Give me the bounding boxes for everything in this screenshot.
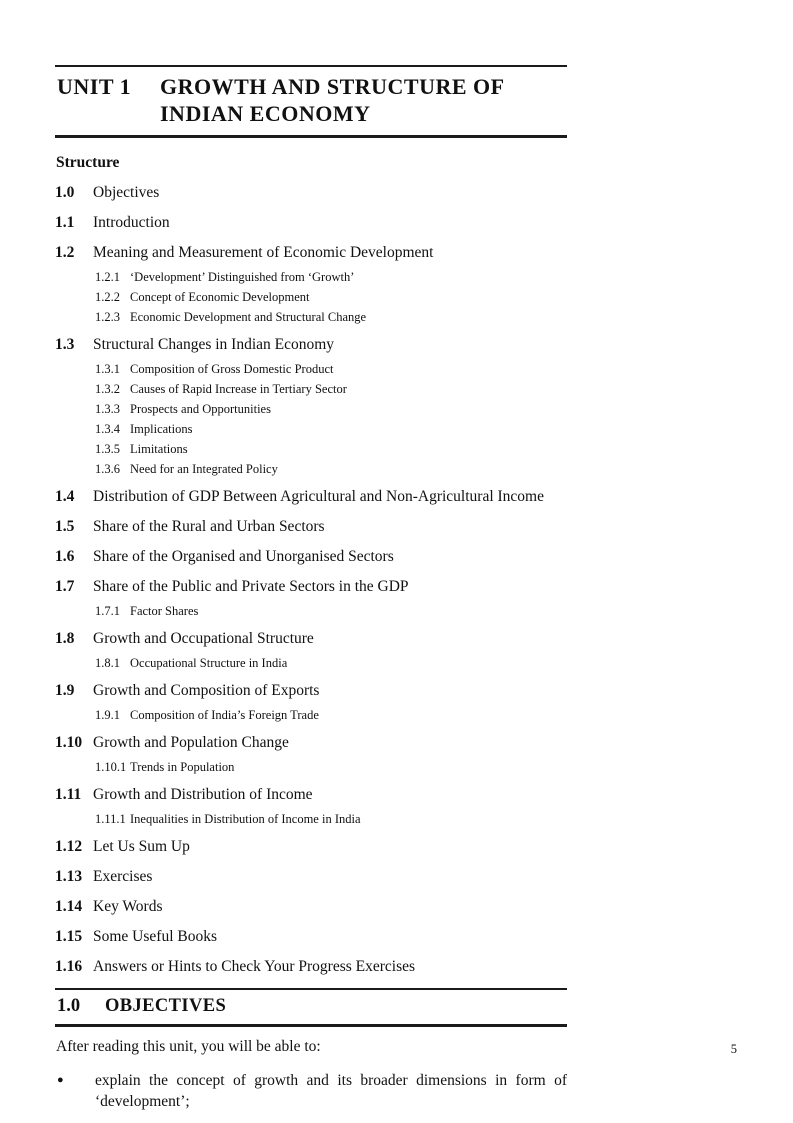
section-heading-objectives <box>55 988 567 1027</box>
toc-sublist <box>95 653 567 673</box>
toc-label: Growth and Population Change <box>93 734 289 751</box>
toc-sub-label: Economic Development and Structural Change <box>130 310 367 324</box>
toc-sub-number: 1.3.1 <box>95 362 120 376</box>
toc-label: Answers or Hints to Check Your Progress Exercises <box>93 958 416 975</box>
toc-sublist <box>95 705 567 725</box>
structure-heading: Structure <box>56 154 120 171</box>
toc-label: Growth and Distribution of Income <box>93 786 313 803</box>
toc-item <box>55 786 567 803</box>
toc-sub-number: 1.2.1 <box>95 270 120 284</box>
toc-item <box>55 838 567 855</box>
toc-item <box>55 336 567 353</box>
toc-subitem <box>95 705 567 725</box>
unit-title-line2: INDIAN ECONOMY <box>160 101 371 126</box>
toc-label: Share of the Rural and Urban Sectors <box>93 518 325 535</box>
unit-title <box>160 73 567 127</box>
toc-item <box>55 214 567 231</box>
toc-subitem <box>95 757 567 777</box>
toc-number: 1.7 <box>55 578 75 595</box>
toc-number: 1.4 <box>55 488 75 505</box>
toc-label: Growth and Occupational Structure <box>93 630 314 647</box>
toc-sub-label: Trends in Population <box>130 760 235 774</box>
toc-number: 1.12 <box>55 838 83 855</box>
toc-sub-label: Composition of Gross Domestic Product <box>130 362 334 376</box>
toc-item <box>55 244 567 261</box>
toc-sublist <box>95 601 567 621</box>
toc-sublist <box>95 359 567 479</box>
toc-sublist <box>95 267 567 327</box>
toc-number: 1.8 <box>55 630 75 647</box>
toc-sub-number: 1.11.1 <box>95 812 126 826</box>
toc-label: Share of the Public and Private Sectors in the GDP <box>93 578 409 595</box>
toc-item <box>55 898 567 915</box>
toc-subitem <box>95 601 567 621</box>
toc-subitem <box>95 379 567 399</box>
toc-subitem <box>95 399 567 419</box>
toc-label: Distribution of GDP Between Agricultural and Non-Agricultural Income <box>93 488 544 505</box>
toc-subitem <box>95 439 567 459</box>
toc-sub-label: Factor Shares <box>130 604 199 618</box>
toc-subitem <box>95 307 567 327</box>
toc-sub-number: 1.3.4 <box>95 422 120 436</box>
section-number: 1.0 <box>57 996 81 1016</box>
objectives-bullet-item <box>55 1070 567 1112</box>
toc-label: Growth and Composition of Exports <box>93 682 320 699</box>
toc-item <box>55 184 567 201</box>
toc-subitem <box>95 459 567 479</box>
toc-sub-label: Concept of Economic Development <box>130 290 310 304</box>
toc-number: 1.6 <box>55 548 75 565</box>
section-title: OBJECTIVES <box>105 996 227 1016</box>
toc-number: 1.10 <box>55 734 83 751</box>
toc-item <box>55 488 567 505</box>
toc-number: 1.2 <box>55 244 75 261</box>
toc-sub-label: Need for an Integrated Policy <box>130 462 278 476</box>
toc-label: Introduction <box>93 214 170 231</box>
toc-label: Let Us Sum Up <box>93 838 190 855</box>
toc-sub-number: 1.3.3 <box>95 402 120 416</box>
toc-sub-number: 1.8.1 <box>95 656 120 670</box>
toc-number: 1.0 <box>55 184 75 201</box>
toc-number: 1.15 <box>55 928 83 945</box>
page-content <box>55 65 567 1112</box>
bullet-text: explain the concept of growth and its broader dimensions in form of ‘development’; <box>95 1072 567 1110</box>
toc-item <box>55 518 567 535</box>
toc-sub-number: 1.3.6 <box>95 462 120 476</box>
toc-sub-number: 1.7.1 <box>95 604 120 618</box>
unit-header <box>55 65 567 138</box>
toc-number: 1.5 <box>55 518 75 535</box>
toc-label: Meaning and Measurement of Economic Development <box>93 244 434 261</box>
toc-sub-number: 1.2.3 <box>95 310 120 324</box>
toc-sub-label: Occupational Structure in India <box>130 656 288 670</box>
toc-sub-label: Implications <box>130 422 193 436</box>
toc-sub-label: ‘Development’ Distinguished from ‘Growth’ <box>130 270 355 284</box>
toc-item <box>55 928 567 945</box>
toc-sub-label: Causes of Rapid Increase in Tertiary Sector <box>130 382 347 396</box>
toc-number: 1.11 <box>55 786 82 803</box>
toc-item <box>55 630 567 647</box>
table-of-contents <box>55 184 567 975</box>
toc-number: 1.1 <box>55 214 75 231</box>
toc-item <box>55 682 567 699</box>
toc-sub-label: Inequalities in Distribution of Income in India <box>130 812 361 826</box>
toc-subitem <box>95 653 567 673</box>
toc-item <box>55 958 567 975</box>
toc-sub-number: 1.3.2 <box>95 382 120 396</box>
toc-item <box>55 868 567 885</box>
toc-label: Share of the Organised and Unorganised Sectors <box>93 548 394 565</box>
toc-sub-number: 1.10.1 <box>95 760 127 774</box>
toc-sub-label: Limitations <box>130 442 188 456</box>
toc-number: 1.9 <box>55 682 75 699</box>
toc-subitem <box>95 359 567 379</box>
toc-subitem <box>95 809 567 829</box>
unit-title-line1: GROWTH AND STRUCTURE OF <box>160 74 505 99</box>
toc-sub-number: 1.3.5 <box>95 442 120 456</box>
toc-label: Exercises <box>93 868 153 885</box>
toc-sublist <box>95 757 567 777</box>
toc-number: 1.14 <box>55 898 83 915</box>
toc-sub-label: Composition of India’s Foreign Trade <box>130 708 319 722</box>
toc-sub-label: Prospects and Opportunities <box>130 402 271 416</box>
toc-label: Some Useful Books <box>93 928 217 945</box>
toc-number: 1.13 <box>55 868 83 885</box>
toc-number: 1.3 <box>55 336 75 353</box>
bullet-icon: ● <box>57 1074 64 1086</box>
unit-number: UNIT 1 <box>57 74 132 99</box>
toc-subitem <box>95 267 567 287</box>
toc-label: Key Words <box>93 898 163 915</box>
toc-sub-number: 1.9.1 <box>95 708 120 722</box>
toc-subitem <box>95 287 567 307</box>
toc-sublist <box>95 809 567 829</box>
objectives-intro-text: After reading this unit, you will be able to: <box>56 1038 321 1055</box>
toc-number: 1.16 <box>55 958 83 975</box>
toc-item <box>55 548 567 565</box>
toc-item <box>55 734 567 751</box>
toc-item <box>55 578 567 595</box>
toc-sub-number: 1.2.2 <box>95 290 120 304</box>
toc-subitem <box>95 419 567 439</box>
toc-label: Structural Changes in Indian Economy <box>93 336 335 353</box>
page-number: 5 <box>730 1042 737 1056</box>
toc-label: Objectives <box>93 184 160 201</box>
